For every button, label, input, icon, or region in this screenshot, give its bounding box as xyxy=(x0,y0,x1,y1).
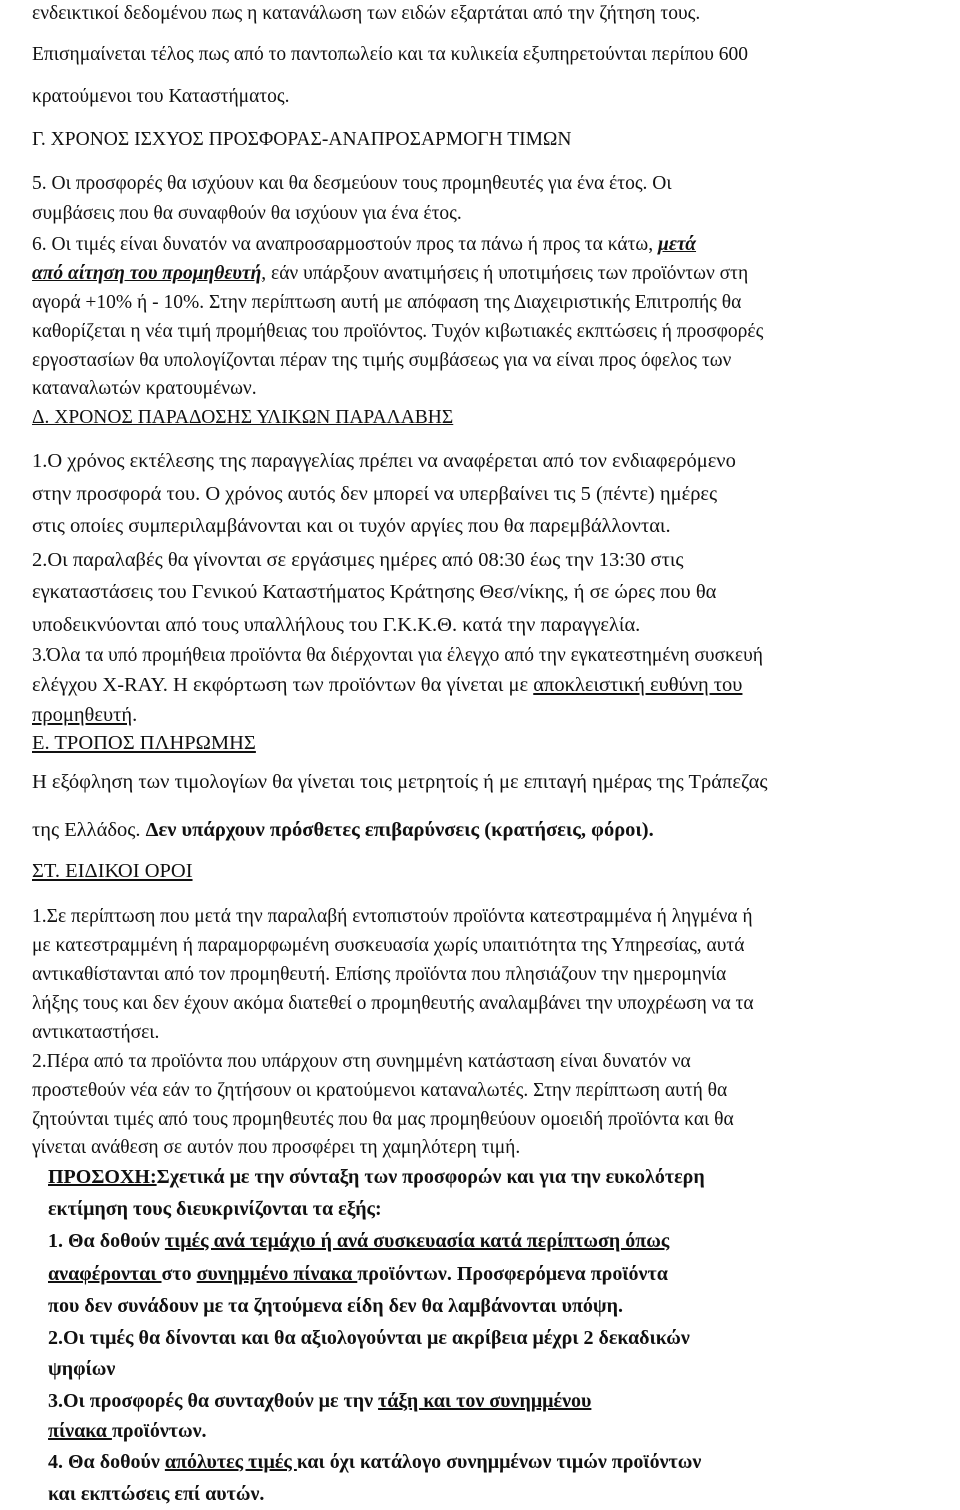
text-line xyxy=(32,482,717,506)
text-span: . xyxy=(132,704,138,726)
text-line xyxy=(32,818,654,842)
text-span: αντικαταστήσει. xyxy=(32,1022,160,1043)
text-span: 1. Θα δοθούν xyxy=(48,1230,165,1252)
text-line xyxy=(48,1262,668,1286)
text-span: λήξης τους και δεν έχουν ακόμα διατεθεί ο προμηθευτής αναλαμβάνει την υποχρέωση να τα xyxy=(32,993,754,1014)
text-line xyxy=(48,1294,623,1318)
text-span: εκτίμηση τους διευκρινίζονται τα εξής: xyxy=(48,1198,382,1220)
text-span: Γ. ΧΡΟΝΟΣ ΙΣΧΥΟΣ ΠΡΟΣΦΟΡΑΣ-ΑΝΑΠΡΟΣΑΡΜΟΓΗ ΤΙΜΩΝ xyxy=(32,129,572,150)
text-span: εργοστασίων θα υπολογίζονται πέραν της τιμής συμβάσεως για να είναι προς όφελος των xyxy=(32,350,732,371)
text-line xyxy=(32,514,671,538)
text-span: αγορά +10% ή - 10%. Στην περίπτωση αυτή με απόφαση της Διαχειριστικής Επιτροπής θα xyxy=(32,292,742,313)
text-span: εγκαταστάσεις του Γενικού Καταστήματος Κράτησης Θεσ/νίκης, ή σε ώρες που θα xyxy=(32,581,717,603)
text-line xyxy=(32,905,753,929)
text-line xyxy=(32,673,742,697)
notice-heading xyxy=(48,1165,705,1189)
text-line xyxy=(32,992,754,1016)
text-line xyxy=(32,548,683,572)
text-line xyxy=(32,233,696,257)
emphasis-span: από αίτηση του προμηθευτή xyxy=(32,263,262,284)
text-line xyxy=(32,770,768,794)
text-span: ελέγχου X-RAY. Η εκφόρτωση των προϊόντων θα γίνεται με xyxy=(32,674,534,696)
text-span: 2.Οι παραλαβές θα γίνονται σε εργάσιμες ημέρες από 08:30 έως την 13:30 στις xyxy=(32,549,684,571)
text-span: Ε. ΤΡΟΠΟΣ ΠΛΗΡΩΜΗΣ xyxy=(32,732,256,754)
text-line xyxy=(48,1389,591,1413)
text-line xyxy=(32,349,731,373)
text-line xyxy=(32,1136,520,1160)
text-span: στις οποίες συμπεριλαμβάνονται και οι τυχόν αργίες που θα παρεμβάλλονται. xyxy=(32,515,671,537)
text-span: στο xyxy=(161,1263,197,1285)
text-line xyxy=(32,934,744,958)
section-heading-e xyxy=(32,731,256,755)
text-span: κρατούμενοι του Καταστήματος. xyxy=(32,86,290,107)
text-line xyxy=(32,644,763,668)
text-span: 4. Θα δοθούν xyxy=(48,1451,165,1473)
text-span: καταναλωτών κρατουμένων. xyxy=(32,378,257,399)
text-span: ζητούνται τιμές από τους προμηθευτές που θα μας προμηθεύουν ομοειδή προϊόντα και θα xyxy=(32,1109,734,1130)
text-span: και εκπτώσεις επί αυτών. xyxy=(48,1483,265,1505)
text-line xyxy=(48,1229,669,1253)
text-span: 1.Σε περίπτωση που μετά την παραλαβή εντοπιστούν προϊόντα κατεστραμμένα ή ληγμένα ή xyxy=(32,906,753,927)
text-span: προστεθούν νέα εάν το ζητήσουν οι κρατούμενοι καταναλωτές. Στην περίπτωση αυτή θα xyxy=(32,1080,728,1101)
text-span: 5. Οι προσφορές θα ισχύουν και θα δεσμεύουν τους προμηθευτές για ένα έτος. Οι xyxy=(32,173,672,194)
underlined-span: αναφέρονται xyxy=(48,1263,162,1285)
text-span: Δ. ΧΡΟΝΟΣ ΠΑΡΑΔΟΣΗΣ ΥΛΙΚΩΝ ΠΑΡΑΛΑΒΗΣ xyxy=(32,407,454,428)
text-line xyxy=(48,1197,382,1221)
section-heading-d xyxy=(32,406,453,430)
text-line xyxy=(32,1079,727,1103)
text-span: 3.Οι προσφορές θα συνταχθούν με την xyxy=(48,1390,379,1412)
text-line xyxy=(32,291,741,315)
text-line xyxy=(32,320,763,344)
underlined-span: προμηθευτή xyxy=(32,704,133,726)
text-line xyxy=(48,1357,115,1381)
text-span: Η εξόφληση των τιμολογίων θα γίνεται τοις μετρητοίς ή με επιταγή ημέρας της Τράπεζας xyxy=(32,771,768,793)
text-line xyxy=(32,377,257,401)
text-span: με κατεστραμμένη ή παραμορφωμένη συσκευασία χωρίς υπαιτιότητα της Υπηρεσίας, αυτά xyxy=(32,935,745,956)
text-line xyxy=(32,85,290,109)
underlined-span: απόλυτες τιμές xyxy=(164,1451,297,1473)
text-span: ΣΤ. ΕΙΔΙΚΟΙ ΟΡΟΙ xyxy=(32,860,193,882)
text-span: 2.Πέρα από τα προϊόντα που υπάρχουν στη συνημμένη κατάσταση είναι δυνατόν να xyxy=(32,1051,691,1072)
text-line xyxy=(32,262,748,286)
text-span: που δεν συνάδουν με τα ζητούμενα είδη δεν θα λαμβάνονται υπόψη. xyxy=(48,1295,624,1317)
text-line xyxy=(32,202,462,226)
text-span: συμβάσεις που θα συναφθούν θα ισχύουν για ένα έτος. xyxy=(32,203,462,224)
text-line xyxy=(48,1450,701,1474)
text-line xyxy=(32,703,137,727)
text-line xyxy=(32,1108,734,1132)
text-span: Σχετικά με την σύνταξη των προσφορών και για την ευκολότερη xyxy=(156,1166,705,1188)
text-span: γίνεται ανάθεση σε αυτόν που προσφέρει τη χαμηλότερη τιμή. xyxy=(32,1137,521,1158)
text-line xyxy=(32,613,640,637)
text-span: αντικαθίστανται από τον προμηθευτή. Επίσης προϊόντα που πλησιάζουν την ημερομηνία xyxy=(32,964,727,985)
text-line xyxy=(32,449,736,473)
text-line xyxy=(48,1419,207,1443)
text-span: καθορίζεται η νέα τιμή προμήθειας του προϊόντος. Τυχόν κιβωτιακές εκπτώσεις ή προσφορές xyxy=(32,321,764,342)
text-span: ενδεικτικοί δεδομένου πως η κατανάλωση των ειδών εξαρτάται από την ζήτηση τους. xyxy=(32,3,701,24)
text-span: , εάν υπάρξουν ανατιμήσεις ή υποτιμήσεις των προϊόντων στη xyxy=(261,263,749,284)
text-span: 1.Ο χρόνος εκτέλεσης της παραγγελίας πρέπει να αναφέρεται από τον ενδιαφερόμενο xyxy=(32,450,736,472)
section-heading-g xyxy=(32,128,572,152)
emphasis-span: μετά xyxy=(658,234,697,255)
text-line xyxy=(32,963,726,987)
underlined-span: τιμές ανά τεμάχιο ή ανά συσκευασία κατά περίπτωση όπως xyxy=(164,1230,670,1252)
text-line xyxy=(32,172,672,196)
text-line xyxy=(32,2,700,26)
text-line xyxy=(32,43,748,67)
text-span: 3.Όλα τα υπό προμήθεια προϊόντα θα διέρχονται για έλεγχο από την εγκατεστημένη συσκευή xyxy=(32,645,763,666)
text-line xyxy=(48,1482,264,1506)
bold-span: Δεν υπάρχουν πρόσθετες επιβαρύνσεις (κρατήσεις, φόροι). xyxy=(145,819,654,841)
text-span: υποδεικνύονται από τους υπαλλήλους του Γ.Κ.Κ.Θ. κατά την παραγγελία. xyxy=(32,614,641,636)
underlined-span: τάξη και τον συνημμένου xyxy=(378,1390,592,1412)
text-span: 6. Οι τιμές είναι δυνατόν να αναπροσαρμοστούν προς τα πάνω ή προς τα κάτω, xyxy=(32,234,659,255)
text-span: στην προσφορά του. Ο χρόνος αυτός δεν μπορεί να υπερβαίνει τις 5 (πέντε) ημέρες xyxy=(32,483,718,505)
text-line xyxy=(32,580,716,604)
underlined-span: συνημμένο πίνακα xyxy=(196,1263,358,1285)
text-span: Επισημαίνεται τέλος πως από το παντοπωλείο και τα κυλικεία εξυπηρετούνται περίπου 600 xyxy=(32,44,749,65)
underlined-span: ΠΡΟΣΟΧΗ: xyxy=(48,1166,157,1188)
text-span: της Ελλάδος. xyxy=(32,819,146,841)
text-line xyxy=(32,1050,691,1074)
text-span: ψηφίων xyxy=(48,1358,116,1380)
text-line xyxy=(32,1021,159,1045)
text-line xyxy=(48,1326,690,1350)
underlined-span: αποκλειστική ευθύνη του xyxy=(533,674,743,696)
section-heading-st xyxy=(32,859,193,883)
underlined-span: πίνακα xyxy=(48,1420,112,1442)
text-span: και όχι κατάλογο συνημμένων τιμών προϊόντων xyxy=(296,1451,702,1473)
text-span: προϊόντων. Προσφερόμενα προϊόντα xyxy=(357,1263,668,1285)
text-span: προϊόντων. xyxy=(111,1420,207,1442)
text-span: 2.Οι τιμές θα δίνονται και θα αξιολογούνται με ακρίβεια μέχρι 2 δεκαδικών xyxy=(48,1327,690,1349)
